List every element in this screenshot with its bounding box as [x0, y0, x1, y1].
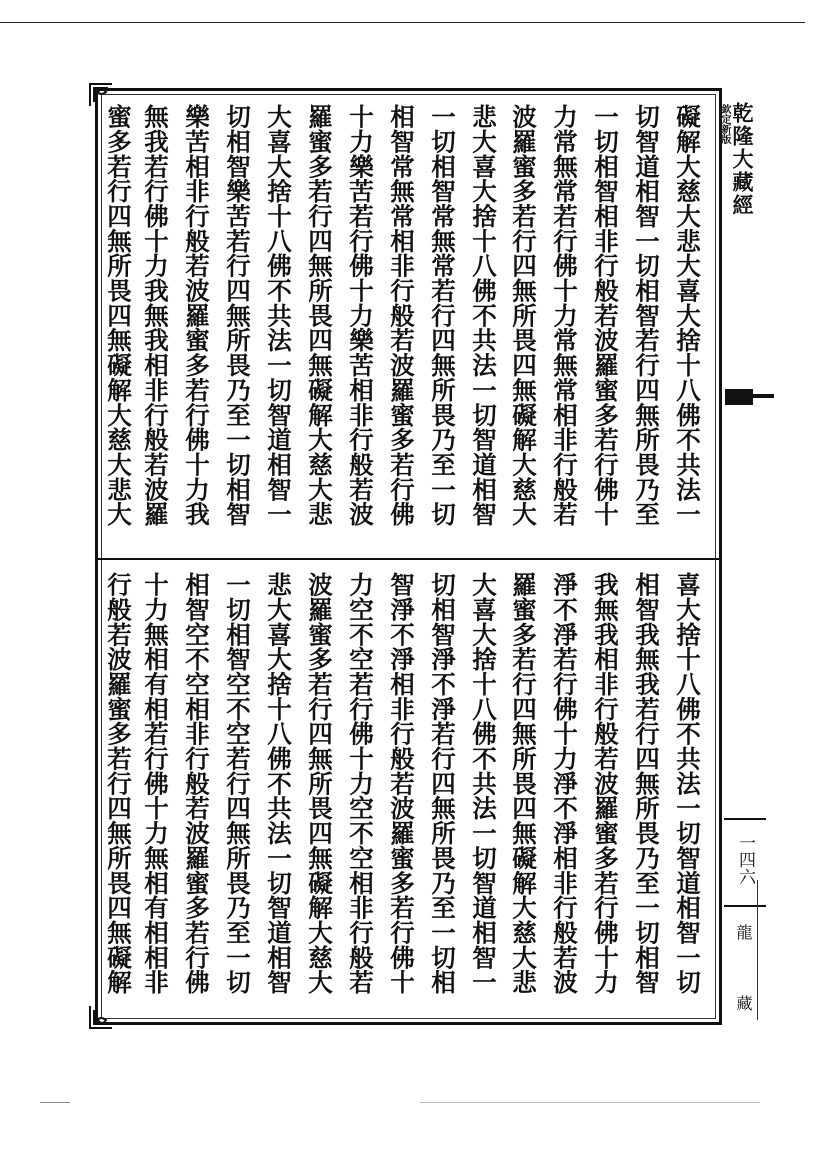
sutra-title: 乾隆大藏經 [730, 102, 755, 217]
edition-note: 欽定新版 [719, 104, 730, 144]
register-divider [97, 558, 720, 560]
text-column: 喜大捨十八佛不共法一切智道相智一切 [673, 572, 702, 995]
text-column: 羅蜜多若行四無所畏四無礙解大慈大悲 [509, 572, 538, 995]
fishtail-mark-tail [748, 394, 774, 398]
scan-artifact [420, 1102, 760, 1103]
text-column: 智淨不淨相非行般若波羅蜜多若行佛十 [387, 572, 416, 995]
text-column: 十力無相有相若行佛十力無相有相相非 [141, 572, 170, 995]
text-column: 切相智淨不淨若行四無所畏乃至一切相 [428, 572, 457, 995]
text-column: 相智空不空相非行般若波羅蜜多若行佛 [182, 572, 211, 995]
text-column: 相智常無常相非行般若波羅蜜多若行佛 [387, 104, 416, 527]
text-column: 一切相智相非行般若波羅蜜多若行佛十 [591, 104, 620, 527]
page-number: 一四六 [735, 834, 755, 885]
text-column: 礙解大慈大悲大喜大捨十八佛不共法一 [673, 104, 702, 527]
text-column: 大喜大捨十八佛不共法一切智道相智一 [469, 572, 498, 995]
text-column: 行般若波羅蜜多若行四無所畏四無礙解 [104, 572, 133, 995]
text-column: 切智道相智一切相智若行四無所畏乃至 [632, 104, 661, 527]
text-column: 羅蜜多若行四無所畏四無礙解大慈大悲 [305, 104, 334, 527]
text-column: 淨不淨若行佛十力淨不淨相非行般若波 [550, 572, 579, 995]
text-column: 蜜多若行四無所畏四無礙解大慈大悲大 [104, 104, 133, 527]
margin-vertical-rule [757, 880, 758, 1020]
text-column: 力空不空若行佛十力空不空相非行般若 [346, 572, 375, 995]
corner-ornament-bottom-left-icon [88, 1004, 114, 1030]
text-column: 我無我相非行般若波羅蜜多若行佛十力 [591, 572, 620, 995]
collection-name: 龍 藏 [734, 924, 753, 1029]
text-column: 切相智樂苦若行四無所畏乃至一切相智 [223, 104, 252, 527]
text-column: 一切相智常無常若行四無所畏乃至一切 [428, 104, 457, 527]
text-column: 悲大喜大捨十八佛不共法一切智道相智 [469, 104, 498, 527]
text-column: 十力樂苦若行佛十力樂苦相非行般若波 [346, 104, 375, 527]
text-column: 一切相智空不空若行四無所畏乃至一切 [223, 572, 252, 995]
text-column: 樂苦相非行般若波羅蜜多若行佛十力我 [182, 104, 211, 527]
page-top-rule [0, 22, 805, 23]
text-column: 力常無常若行佛十力常無常相非行般若 [550, 104, 579, 527]
text-column: 波羅蜜多若行四無所畏四無礙解大慈大 [305, 572, 334, 995]
margin-rule [724, 905, 766, 907]
scan-artifact [40, 1102, 70, 1103]
text-column: 無我若行佛十力我無我相非行般若波羅 [141, 104, 170, 527]
text-column: 大喜大捨十八佛不共法一切智道相智一 [264, 104, 293, 527]
text-column: 相智我無我若行四無所畏乃至一切相智 [632, 572, 661, 995]
text-column: 波羅蜜多若行四無所畏四無礙解大慈大 [509, 104, 538, 527]
text-column: 悲大喜大捨十八佛不共法一切智道相智 [264, 572, 293, 995]
margin-rule [724, 818, 766, 820]
